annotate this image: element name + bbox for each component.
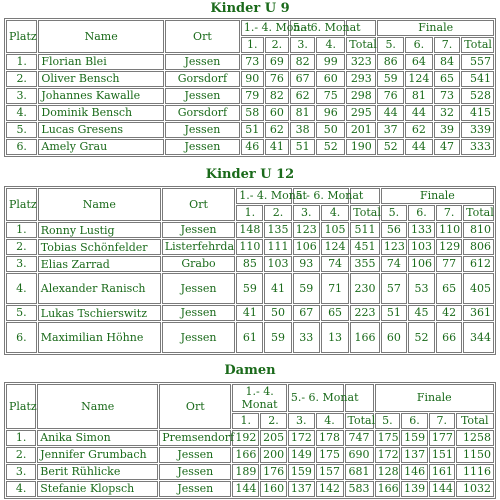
- total-cell: 690: [345, 447, 374, 463]
- table-row: [6, 464, 494, 480]
- header-total: Total: [346, 37, 376, 53]
- grand-total-cell: 528: [461, 88, 494, 104]
- final7-cell: 65: [436, 273, 462, 304]
- ort-cell: Jessen: [159, 481, 231, 497]
- header-s2: 2.: [264, 205, 291, 221]
- table-row: [6, 54, 494, 70]
- final6-cell: 53: [408, 273, 435, 304]
- header-period-2: 5.- 6. Monat: [290, 20, 345, 36]
- header-s5: 5.: [381, 205, 407, 221]
- final5-cell: 128: [375, 464, 401, 480]
- rank-cell: 6.: [6, 322, 37, 353]
- name-cell: Berit Rühlicke: [37, 464, 158, 480]
- month2-cell: 59: [264, 322, 291, 353]
- month1-cell: 90: [241, 71, 264, 87]
- name-cell: Jennifer Grumbach: [37, 447, 158, 463]
- header-s4: 4.: [316, 413, 344, 429]
- month3-cell: 172: [288, 430, 315, 446]
- month2-cell: 205: [260, 430, 287, 446]
- month3-cell: 38: [290, 122, 315, 138]
- table-row: [6, 322, 494, 353]
- final7-cell: 84: [434, 54, 461, 70]
- total-cell: 298: [346, 88, 376, 104]
- name-cell: Amely Grau: [38, 139, 164, 155]
- header-row-top: [6, 384, 494, 412]
- month2-cell: 135: [264, 222, 291, 238]
- table-row: [6, 273, 494, 304]
- section-damen: [4, 360, 496, 499]
- rank-cell: 5.: [6, 122, 37, 138]
- final5-cell: 175: [375, 430, 401, 446]
- final5-cell: 44: [377, 105, 404, 121]
- month3-cell: 67: [290, 71, 315, 87]
- name-cell: Lukas Tschierswitz: [38, 305, 161, 321]
- month2-cell: 76: [265, 71, 289, 87]
- header-total2: Total: [461, 37, 494, 53]
- results-table: [4, 186, 496, 355]
- month3-cell: 62: [290, 88, 315, 104]
- header-period-1: 1.- 4. Monat: [236, 188, 291, 204]
- table-row: [6, 88, 494, 104]
- grand-total-cell: 405: [463, 273, 494, 304]
- total-cell: 511: [350, 222, 380, 238]
- name-cell: Tobias Schönfelder: [38, 239, 161, 255]
- header-row-top: [6, 188, 494, 204]
- table-row: [6, 256, 494, 272]
- header-total: Total: [350, 205, 380, 221]
- month1-cell: 41: [236, 305, 263, 321]
- header-finale: Finale: [375, 384, 494, 412]
- ort-cell: Jessen: [159, 464, 231, 480]
- results-table: [4, 18, 496, 157]
- final5-cell: 52: [377, 139, 404, 155]
- month3-cell: 123: [293, 222, 320, 238]
- final5-cell: 60: [381, 322, 407, 353]
- header-name: Name: [37, 384, 158, 429]
- month3-cell: 81: [290, 105, 315, 121]
- header-s7: 7.: [434, 37, 461, 53]
- section-title: Kinder U 12: [205, 167, 295, 182]
- final5-cell: 76: [377, 88, 404, 104]
- grand-total-cell: 339: [461, 122, 494, 138]
- final7-cell: 129: [436, 239, 462, 255]
- total-cell: 201: [346, 122, 376, 138]
- month4-cell: 142: [316, 481, 344, 497]
- final7-cell: 65: [434, 71, 461, 87]
- month3-cell: 93: [293, 256, 320, 272]
- ort-cell: Jessen: [159, 447, 231, 463]
- month4-cell: 178: [316, 430, 344, 446]
- header-total2: Total: [456, 413, 494, 429]
- final6-cell: 62: [405, 122, 433, 138]
- results-table: [4, 382, 496, 499]
- month4-cell: 96: [316, 105, 345, 121]
- month2-cell: 200: [260, 447, 287, 463]
- grand-total-cell: 541: [461, 71, 494, 87]
- name-cell: Alexander Ranisch: [38, 273, 161, 304]
- rank-cell: 3.: [6, 256, 37, 272]
- rank-cell: 4.: [6, 481, 36, 497]
- table-row: [6, 239, 494, 255]
- final5-cell: 123: [381, 239, 407, 255]
- total-cell: 295: [346, 105, 376, 121]
- table-row: [6, 122, 494, 138]
- month1-cell: 46: [241, 139, 264, 155]
- month1-cell: 148: [236, 222, 263, 238]
- month1-cell: 166: [232, 447, 259, 463]
- header-s2: 2.: [260, 413, 287, 429]
- month1-cell: 79: [241, 88, 264, 104]
- ort-cell: Gorsdorf: [165, 71, 240, 87]
- final5-cell: 37: [377, 122, 404, 138]
- month1-cell: 110: [236, 239, 263, 255]
- grand-total-cell: 415: [461, 105, 494, 121]
- name-cell: Florian Blei: [38, 54, 164, 70]
- name-cell: Lucas Gresens: [38, 122, 164, 138]
- header-platz: Platz: [6, 20, 37, 53]
- ort-cell: Gorsdorf: [165, 105, 240, 121]
- grand-total-cell: 810: [463, 222, 494, 238]
- table-row: [6, 222, 494, 238]
- month4-cell: 60: [316, 71, 345, 87]
- final6-cell: 159: [401, 430, 428, 446]
- final7-cell: 144: [429, 481, 455, 497]
- grand-total-cell: 612: [463, 256, 494, 272]
- final5-cell: 166: [375, 481, 401, 497]
- final6-cell: 44: [405, 139, 433, 155]
- final7-cell: 110: [436, 222, 462, 238]
- header-s5: 5.: [377, 37, 404, 53]
- header-s5: 5.: [375, 413, 401, 429]
- final5-cell: 74: [381, 256, 407, 272]
- month4-cell: 50: [316, 122, 345, 138]
- name-cell: Maximilian Höhne: [38, 322, 161, 353]
- month4-cell: 74: [321, 256, 349, 272]
- month3-cell: 67: [293, 305, 320, 321]
- ort-cell: Listerfehrda: [162, 239, 235, 255]
- grand-total-cell: 361: [463, 305, 494, 321]
- table-row: [6, 105, 494, 121]
- grand-total-cell: 557: [461, 54, 494, 70]
- table-row: [6, 481, 494, 497]
- rank-cell: 1.: [6, 222, 37, 238]
- month3-cell: 149: [288, 447, 315, 463]
- total-cell: 747: [345, 430, 374, 446]
- header-s4: 4.: [321, 205, 349, 221]
- month2-cell: 69: [265, 54, 289, 70]
- month2-cell: 111: [264, 239, 291, 255]
- header-period-1: 1.- 4. Monat: [241, 20, 289, 36]
- table-row: [6, 447, 494, 463]
- rank-cell: 5.: [6, 305, 37, 321]
- rank-cell: 1.: [6, 54, 37, 70]
- table-row: [6, 71, 494, 87]
- rank-cell: 3.: [6, 464, 36, 480]
- final7-cell: 73: [434, 88, 461, 104]
- ort-cell: Jessen: [165, 54, 240, 70]
- month2-cell: 50: [264, 305, 291, 321]
- header-total: Total: [345, 413, 374, 429]
- month1-cell: 61: [236, 322, 263, 353]
- month4-cell: 52: [316, 139, 345, 155]
- month1-cell: 73: [241, 54, 264, 70]
- table-row: [6, 139, 494, 155]
- rank-cell: 4.: [6, 105, 37, 121]
- header-s3: 3.: [290, 37, 315, 53]
- month4-cell: 99: [316, 54, 345, 70]
- final7-cell: 32: [434, 105, 461, 121]
- header-ort: Ort: [162, 188, 235, 221]
- header-period-2: 5.- 6. Monat: [288, 384, 344, 412]
- final7-cell: 151: [429, 447, 455, 463]
- header-s2: 2.: [265, 37, 289, 53]
- month3-cell: 137: [288, 481, 315, 497]
- final5-cell: 51: [381, 305, 407, 321]
- name-cell: Johannes Kawalle: [38, 88, 164, 104]
- header-period-2: 5.- 6. Monat: [293, 188, 350, 204]
- month3-cell: 51: [290, 139, 315, 155]
- header-row-top: [6, 20, 494, 36]
- month1-cell: 58: [241, 105, 264, 121]
- month1-cell: 192: [232, 430, 259, 446]
- final5-cell: 86: [377, 54, 404, 70]
- header-s6: 6.: [401, 413, 428, 429]
- header-platz: Platz: [6, 188, 37, 221]
- final6-cell: 106: [408, 256, 435, 272]
- final6-cell: 81: [405, 88, 433, 104]
- ort-cell: Jessen: [165, 122, 240, 138]
- month1-cell: 144: [232, 481, 259, 497]
- header-s3: 3.: [288, 413, 315, 429]
- grand-total-cell: 1150: [456, 447, 494, 463]
- name-cell: Ronny Lustig: [38, 222, 161, 238]
- header-s3: 3.: [293, 205, 320, 221]
- header-platz: Platz: [6, 384, 36, 429]
- final5-cell: 172: [375, 447, 401, 463]
- month3-cell: 82: [290, 54, 315, 70]
- grand-total-cell: 344: [463, 322, 494, 353]
- total-cell: 166: [350, 322, 380, 353]
- month4-cell: 75: [316, 88, 345, 104]
- month2-cell: 41: [264, 273, 291, 304]
- rank-cell: 2.: [6, 447, 36, 463]
- total-cell: 583: [345, 481, 374, 497]
- final7-cell: 47: [434, 139, 461, 155]
- name-cell: Dominik Bensch: [38, 105, 164, 121]
- rank-cell: 2.: [6, 239, 37, 255]
- table-row: [6, 305, 494, 321]
- grand-total-cell: 806: [463, 239, 494, 255]
- final6-cell: 44: [405, 105, 433, 121]
- final6-cell: 133: [408, 222, 435, 238]
- final6-cell: 137: [401, 447, 428, 463]
- month2-cell: 60: [265, 105, 289, 121]
- header-s1: 1.: [236, 205, 263, 221]
- name-cell: Anika Simon: [37, 430, 158, 446]
- month2-cell: 160: [260, 481, 287, 497]
- grand-total-cell: 1116: [456, 464, 494, 480]
- final7-cell: 66: [436, 322, 462, 353]
- header-ort: Ort: [159, 384, 231, 429]
- month3-cell: 106: [293, 239, 320, 255]
- total-cell: 451: [350, 239, 380, 255]
- month2-cell: 103: [264, 256, 291, 272]
- ort-cell: Jessen: [165, 88, 240, 104]
- month3-cell: 33: [293, 322, 320, 353]
- month1-cell: 51: [241, 122, 264, 138]
- ort-cell: Jessen: [165, 139, 240, 155]
- final6-cell: 146: [401, 464, 428, 480]
- month4-cell: 13: [321, 322, 349, 353]
- rank-cell: 4.: [6, 273, 37, 304]
- section-kinder-u12: [4, 164, 496, 355]
- final5-cell: 59: [377, 71, 404, 87]
- total-cell: 355: [350, 256, 380, 272]
- ort-cell: Jessen: [162, 322, 235, 353]
- month4-cell: 65: [321, 305, 349, 321]
- month3-cell: 159: [288, 464, 315, 480]
- ort-cell: Jessen: [162, 222, 235, 238]
- header-s1: 1.: [241, 37, 264, 53]
- month2-cell: 41: [265, 139, 289, 155]
- section-kinder-u9: [4, 0, 496, 157]
- header-s6: 6.: [408, 205, 435, 221]
- header-s7: 7.: [436, 205, 462, 221]
- final7-cell: 42: [436, 305, 462, 321]
- final5-cell: 57: [381, 273, 407, 304]
- header-total2: Total: [463, 205, 494, 221]
- month4-cell: 175: [316, 447, 344, 463]
- month2-cell: 82: [265, 88, 289, 104]
- month2-cell: 176: [260, 464, 287, 480]
- month4-cell: 71: [321, 273, 349, 304]
- header-s6: 6.: [405, 37, 433, 53]
- final6-cell: 64: [405, 54, 433, 70]
- section-title: Damen: [224, 363, 276, 378]
- grand-total-cell: 333: [461, 139, 494, 155]
- ort-cell: Premsendorf: [159, 430, 231, 446]
- total-cell: 223: [350, 305, 380, 321]
- final6-cell: 45: [408, 305, 435, 321]
- final6-cell: 103: [408, 239, 435, 255]
- total-cell: 230: [350, 273, 380, 304]
- header-name: Name: [38, 20, 164, 53]
- header-s7: 7.: [429, 413, 455, 429]
- grand-total-cell: 1258: [456, 430, 494, 446]
- header-finale: Finale: [381, 188, 494, 204]
- header-s1: 1.: [232, 413, 259, 429]
- month1-cell: 189: [232, 464, 259, 480]
- ort-cell: Grabo: [162, 256, 235, 272]
- total-cell: 190: [346, 139, 376, 155]
- header-s4: 4.: [316, 37, 345, 53]
- ort-cell: Jessen: [162, 273, 235, 304]
- final7-cell: 161: [429, 464, 455, 480]
- name-cell: Oliver Bensch: [38, 71, 164, 87]
- rank-cell: 1.: [6, 430, 36, 446]
- name-cell: Stefanie Klopsch: [37, 481, 158, 497]
- final6-cell: 139: [401, 481, 428, 497]
- grand-total-cell: 1032: [456, 481, 494, 497]
- final7-cell: 177: [429, 430, 455, 446]
- month4-cell: 157: [316, 464, 344, 480]
- name-cell: Elias Zarrad: [38, 256, 161, 272]
- header-name: Name: [38, 188, 161, 221]
- final6-cell: 52: [408, 322, 435, 353]
- header-ort: Ort: [165, 20, 240, 53]
- total-cell: 681: [345, 464, 374, 480]
- month4-cell: 105: [321, 222, 349, 238]
- ort-cell: Jessen: [162, 305, 235, 321]
- month4-cell: 124: [321, 239, 349, 255]
- month1-cell: 59: [236, 273, 263, 304]
- month1-cell: 85: [236, 256, 263, 272]
- rank-cell: 6.: [6, 139, 37, 155]
- header-finale: Finale: [377, 20, 494, 36]
- table-row: [6, 430, 494, 446]
- final7-cell: 39: [434, 122, 461, 138]
- final5-cell: 56: [381, 222, 407, 238]
- month2-cell: 62: [265, 122, 289, 138]
- section-title: Kinder U 9: [210, 1, 290, 16]
- final6-cell: 124: [405, 71, 433, 87]
- total-cell: 323: [346, 54, 376, 70]
- final7-cell: 77: [436, 256, 462, 272]
- header-period-1: 1.- 4. Monat: [232, 384, 287, 412]
- total-cell: 293: [346, 71, 376, 87]
- rank-cell: 3.: [6, 88, 37, 104]
- month3-cell: 59: [293, 273, 320, 304]
- rank-cell: 2.: [6, 71, 37, 87]
